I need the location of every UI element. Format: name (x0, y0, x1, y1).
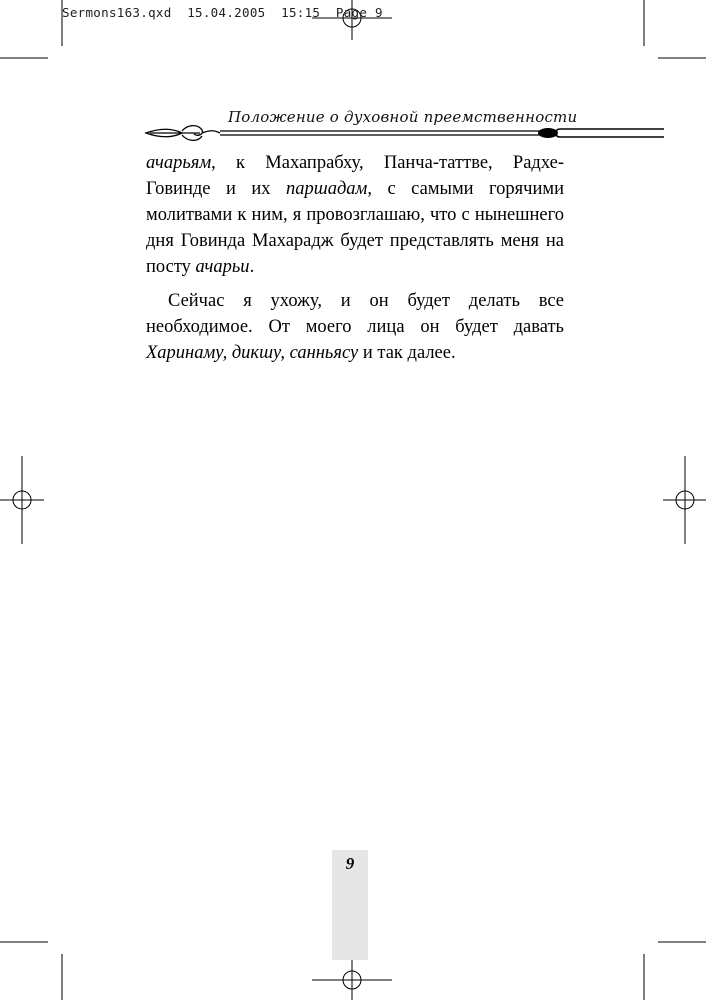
italic-term: ачарьи (195, 257, 250, 277)
ornamental-header-rule (0, 0, 706, 160)
italic-term: ачарьям (146, 153, 212, 173)
running-head: Положение о духовной преемственности (228, 108, 578, 126)
text-run: Сейчас я ухожу, и он будет делать все необходимое. От моего лица он будет давать (146, 291, 564, 337)
text-run: и так далее. (358, 343, 456, 363)
text-run: , к Махапрабху, Панча-таттве, Радхе-Говинде и их (146, 153, 564, 199)
italic-term: Харинаму, дикшу, санньясу (146, 343, 359, 363)
registration-mark-right (663, 456, 706, 544)
page-number: 9 (345, 854, 355, 873)
body-text (146, 150, 564, 366)
text-run: , с самыми горячими молитвами к ним, я провозглашаю, что с нынешнего дня Говинда Махарадж будет представлять меня на посту (146, 179, 564, 277)
print-slug-line: Sermons163.qxd 15.04.2005 15:15 Page 9 (62, 5, 383, 20)
registration-mark-bottom (312, 958, 392, 1000)
folio-tab (332, 850, 368, 960)
text-run: . (249, 257, 255, 277)
paragraph (146, 288, 564, 366)
paragraph (146, 150, 564, 280)
registration-mark-left (0, 456, 44, 544)
italic-term: паршадам (285, 179, 368, 199)
